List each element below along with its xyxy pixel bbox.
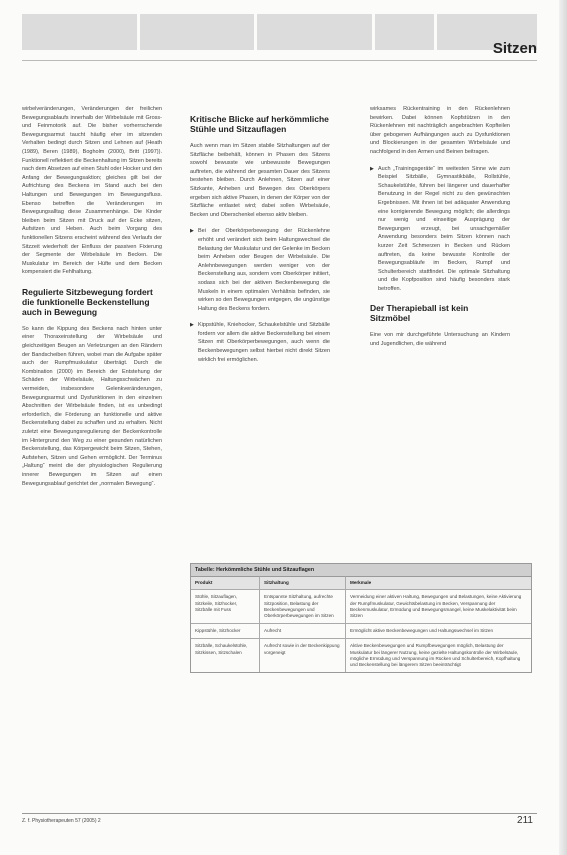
header-bar-segment <box>375 14 435 50</box>
section-heading: Kritische Blicke auf herkömmliche Stühle und Sitzauflagen <box>190 114 329 134</box>
table-cell: Entspannte Sitzhaltung, aufrechte Sitzposition, Belastung der Beckenbewegungen und Oberkörperbewegungen im Sitzen <box>259 589 345 623</box>
text-column-left <box>22 105 162 488</box>
body-paragraph: So kann die Kippung des Beckens nach hinten unter einer Thoraxeinstellung der Wirbelsäule und gleichzeitigen Beugen an Verletzungen an den Rändern der Bandscheiben führen, wobei man die Aufgabe später auch der Rumpfmuskulatur überträgt. Durch die Kombination (2000) im Bereich der Entstehung der Schäden der Wirbelsäule, Haltungsschwächen zu vermeiden, insbesondere Gelenkveränderungen, Bewegungsarmut und Dysfunktionen in den einzelnen Abschnitten der Wirbelsäule finden, ist es unbedingt erforderlich, die Förderung an funktionelle und aktive Beckenstellung dabei zu schaffen und zu erhalten. Nicht zuletzt eine Bewegungsregulierung der Beckenkontrolle im Hintergrund den Weg zu einer gesunden natürlichen Beckenstellung, das Körpergewicht beim Sitzen, Stehen, Aufstehen, Sitzen und Gehen ermöglicht. Der Terminus „Haltung“ meint die der physiologischen Regulierung innerer Bewegungen im Sitzen auf einen Bewegungsablauf gerichtet der „normalen Bewegung“. <box>22 325 162 487</box>
table-row <box>191 623 531 638</box>
table-header-cell: Merkmale <box>345 576 531 589</box>
table-row <box>191 638 531 672</box>
table-cell: Aktive Beckenbewegungen und Rumpfbewegungen möglich, Belastung der Muskulatur bei längerer Nutzung, keine gezielte Haltungskontrolle der Wirbelsäule, mögliche Ermüdung und Verspannung im Rücken und Schulterbereich, Kopfhaltung und Beckenstellung bei längerem Sitzen beeinträchtigt <box>345 638 531 672</box>
header-divider <box>22 60 537 61</box>
header-bar-segment <box>257 14 372 50</box>
table-cell: Aufrecht <box>259 623 345 638</box>
table-title: Tabelle: Herkömmliche Stühle und Sitzauflagen <box>191 564 531 576</box>
section-heading: Der Therapieball ist kein Sitzmöbel <box>370 303 469 324</box>
body-paragraph: wirksames Rückentraining in den Rückenlehnen bewirken. Dabei können Kopfstützen in den Rückenlehnen mit nachträglich angebrachten Kopfteilen über gebogenen Aufhängungen auch zu Dysfunktionen und Blockierungen in der gesamten Wirbelsäule und nachfolgend in den Armen und Beinen beitragen. <box>370 106 510 155</box>
text-column-middle <box>190 98 330 372</box>
body-paragraph: wirbelveränderungen, Veränderungen der freilichen Bewegungsablaufs innerhalb der Wirbelsäule mit Gross- und Feinmotorik auf. Die bisher vorherrschende Bewegungsarmut taucht häufig eher im sitzenden Verhalten bedingt durch Sitzen und Lehnen auf (Heath (1989), Beren (1989), Bogholm (2000), Britt (1997)). Funktionell reflektiert die Beckenhaltung im Sitzen bereits nach dem Absetzen auf einen Stuhl oder Hocker und den Anfang der Bewegungsaktion; gleiches gilt bei der Aufrichtung des Beckens im Stand auch bei den Haltungen und Bewegungen im Bewegungsfluss. Ebenso betreffen die Veränderungen im Bewegungsalltag diese Zusammenhänge. Die Kinder bleiben beim Sitzen mit Druck auf der Ecke sitzen, Aufsitzen und Heben. Auch beim Vorgang des funktionellen Sitzens erscheint während des Verlaufs der Sitzzeit wiederholt der Einfluss der passiven Fixierung der Segmente der Wirbelsäule im Becken. Die Muskulatur im Bereich der Hüfte und dem Becken kompensiert die Fehlhaltung. <box>22 106 162 276</box>
header-bar-segment <box>22 14 137 50</box>
section-heading: Regulierte Sitzbewegung fordert die funktionelle Beckenstellung auch in Bewegung <box>22 286 153 317</box>
table-cell: Stühle, Sitzauflagen, Sitzkeile, Sitzhocker, Sitzbälle mit Fuss <box>191 589 259 623</box>
list-item: ▶ Bei der Oberkörperbewegung der Rückenlehne erhöht und verändert sich beim Haltungswechsel die Belastung der Muskulatur und der Gelenke im Becken beim Anheben oder Beugen der Wirbelsäule. Die Anlehnbewegungen werden weniger von der Beckenstellung aus, sondern vom Oberkörper initiiert, sodass sich bei der aktiven Beckenbewegung die Muskeln in einem optimalen Verhältnis befinden, sie wirken so den Bewegungen entgegen, die ungünstige Haltung des Beckens fordern. <box>190 227 330 313</box>
table-cell: Ermöglicht aktive Beckenbewegungen und Haltungswechsel im Sitzen <box>345 623 531 638</box>
section-title: Sitzen <box>492 40 537 57</box>
table-row <box>191 589 531 623</box>
table-cell: Kippstühle, Sitzhocker <box>191 623 259 638</box>
list-item: ▶ Auch „Trainingsgeräte“ im weitesten Sinne wie zum Beispiel Sitzbälle, Gymnastikbälle, Rollstühle, Schaukelstühle, führen bei längerer und dauerhafter Benutzung in der Regel nicht zu den gewünschten Ergebnissen. Mit ihnen ist bei adäquater Anwendung eine korrigierende Bewegung möglich; die allerdings nur wenig und einseitige Ausprägung der Bewegungen erzeugt, bei unsachgemäßer Anwendung besonders beim Sitzen können nach kurzer Zeit Schmerzen in Becken und Rücken auftreten, da keine bewusste Kontrolle der Bewegungsabläufe im Becken, Rumpf und Schulterbereich stattfindet. Die optimale Sitzhaltung und die Kopfposition sind häufig besonders stark betroffen. <box>370 165 510 294</box>
chairs-table <box>190 563 532 673</box>
table-cell: Sitzbälle, Schaukelstühle, Sitzkissen, Sitzschalen <box>191 638 259 672</box>
table-header-cell: Produkt <box>191 576 259 589</box>
header-bar-segment <box>140 14 255 50</box>
footer-divider <box>22 813 537 814</box>
body-paragraph: Eine von mir durchgeführte Untersuchung an Kindern und Jugendlichen, die während <box>370 332 510 348</box>
bullet-list <box>370 165 510 294</box>
table-cell: Aufrecht sowie in der Beckenkippung vorgeneigt <box>259 638 345 672</box>
table-header-cell: Sitzhaltung <box>259 576 345 589</box>
table-header-row <box>191 576 531 589</box>
journal-citation: Z. f. Physiotherapeuten 57 (2005) 2 <box>22 818 101 824</box>
scan-edge <box>559 0 567 855</box>
text-column-right <box>370 105 510 349</box>
body-paragraph: Auch wenn man im Sitzen stabile Sitzhaltungen auf der Sitzfläche beibehält, können in Phasen des Sitzens sowohl bewusste wie unbewusste Bewegungen auftreten, die während der gesamten Dauer des Sitzens bestehen bleiben. Durch Anlehnen, Sitzen auf einer Sitzkante, Anheben und Bewegen des Oberkörpers ergeben sich aktive Phasen, in denen der Körper von der Sitzfläche entlastet wird; dabei sollen Wirbelsäule, Becken und Oberschenkel ebenso aktiv bleiben. <box>190 143 330 218</box>
header-bar <box>22 14 537 50</box>
list-item: ▶ Kippstühle, Kniehocker, Schaukelstühle und Sitzbälle fordern vor allem die aktive Beckenstellung bei einem Sitzen mit Oberkörperbewegungen, auch wenn die Beckenbewegungen selbst hierbei nicht direkt Sitzen wirklich frei ermöglichen. <box>190 321 330 364</box>
page-number: 211 <box>517 815 533 826</box>
bullet-list <box>190 227 330 364</box>
table-cell: Vermeidung einer aktiven Haltung, Bewegungen und Belastungen, keine Aktivierung der Rumpfmuskulatur, Gewichtsbelastung im Becken, Verspannung der Beckenmuskulatur, Ermüdung und Bewegungsmangel, keine Muskelaktivität beim Sitzen <box>345 589 531 623</box>
